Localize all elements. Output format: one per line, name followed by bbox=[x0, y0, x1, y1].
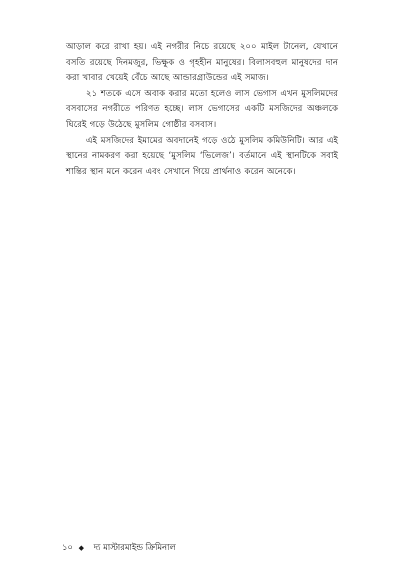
book-title: দ্য মাস্টারমাইন্ড ক্রিমিনাল bbox=[93, 542, 176, 552]
body-text bbox=[66, 40, 338, 180]
diamond-separator-icon: ◆ bbox=[78, 544, 84, 552]
page-number: ১০ bbox=[62, 542, 73, 552]
page-footer bbox=[62, 541, 176, 554]
paragraph-3: এই মসজিদের ইমামের অবদানেই গড়ে ওঠে মুসলিম কমিউনিটি। আর এই স্থানের নামকরণ করা হয়েছে ‘মুসলিম ‘ভিলেজ’। বর্তমানে এই স্থানটিকে সবাই শান্তির স্থান মনে করেন এবং সেখানে গিয়ে প্রার্থনাও করেন অনেকে। bbox=[66, 135, 338, 177]
paragraph-1: আড়াল করে রাখা হয়। এই নগরীর নিচে রয়েছে ২০০ মাইল টানেল, যেখানে বসতি রয়েছে দিনমজুর, ভিক্ষুক ও গৃহহীন মানুষের। বিলাসবহুল মানুষদের দান করা খাবার খেয়েই বেঁচে আছে আন্ডারগ্রাউন্ডের এই সমাজ। bbox=[66, 42, 338, 84]
paragraph-2: ২১ শতকে এসে অবাক করার মতো হলেও লাস ভেগাস এখন মুসলিমদের বসবাসের নগরীতে পরিণত হচ্ছে। লাস ভেগাসের একটি মসজিদের অঞ্চলকে ঘিরেই গড়ে উঠেছে মুসলিম গোষ্ঠীর বসবাস। bbox=[66, 88, 338, 130]
